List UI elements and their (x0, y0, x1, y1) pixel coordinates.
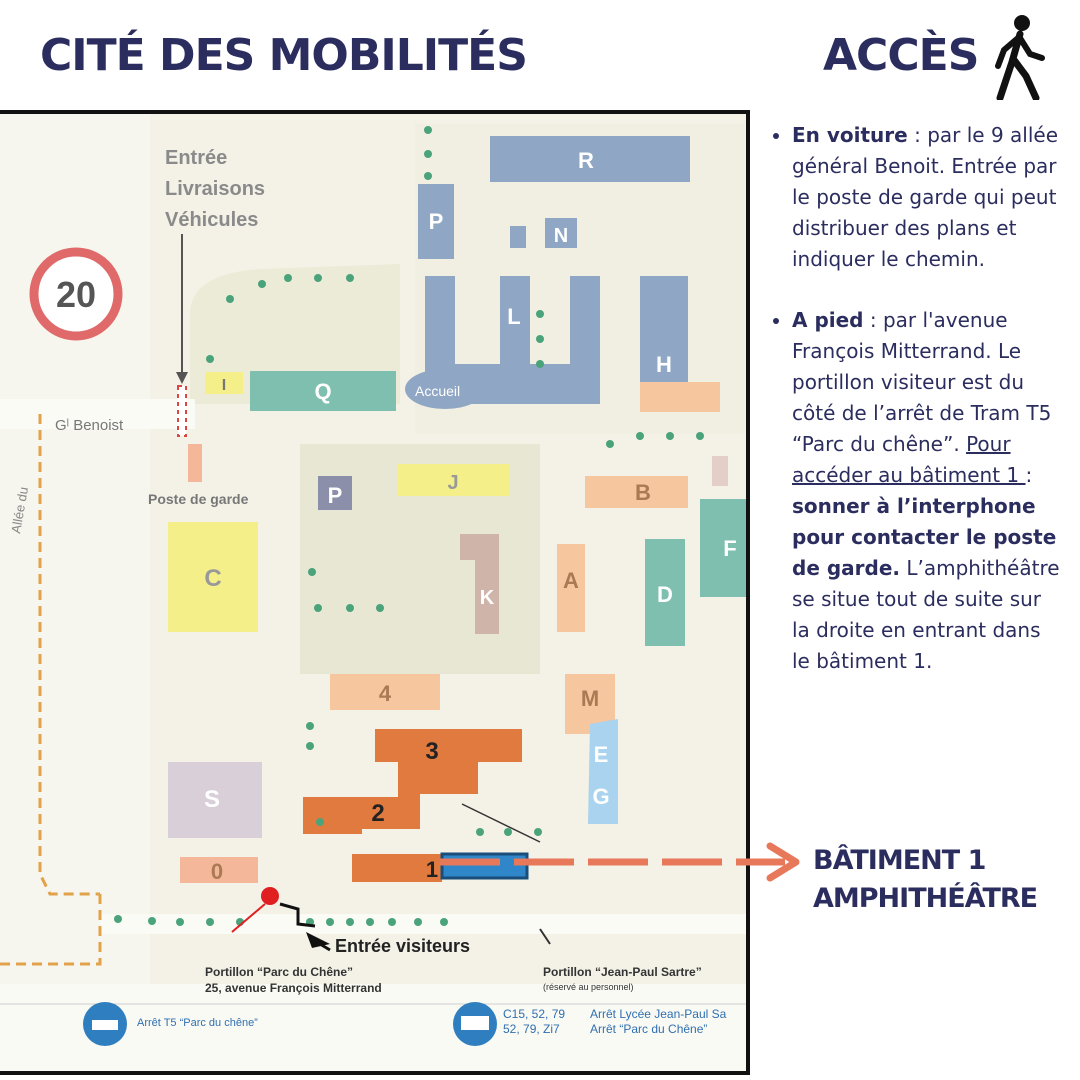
building-1-arrow-icon (440, 840, 820, 890)
svg-text:2: 2 (371, 800, 385, 827)
access-info (770, 120, 1060, 707)
speed-limit-sign (34, 252, 118, 336)
svg-text:3: 3 (425, 738, 439, 765)
building-1-callout: BÂTIMENT 1 AMPHITHÉÂTRE (813, 845, 1038, 914)
svg-text:R: R (578, 148, 594, 173)
svg-text:Portillon “Parc du Chêne”: Portillon “Parc du Chêne” (205, 965, 354, 979)
svg-text:Portillon “Jean-Paul Sartre”: Portillon “Jean-Paul Sartre” (543, 965, 702, 979)
street-label-benoist: Gˡ Benoist (55, 417, 124, 434)
pedestrian-icon (992, 14, 1048, 100)
svg-text:L: L (507, 304, 521, 329)
svg-text:25, avenue François Mitterrand: 25, avenue François Mitterrand (205, 981, 382, 995)
svg-text:B: B (635, 480, 651, 505)
svg-text:52, 79, Zi7: 52, 79, Zi7 (503, 1022, 560, 1036)
svg-text:Livraisons: Livraisons (165, 178, 266, 200)
poste-de-garde-label: Poste de garde (148, 491, 249, 507)
entree-visiteurs-label: Entrée visiteurs (335, 936, 471, 956)
svg-text:J: J (447, 472, 459, 494)
svg-text:M: M (580, 686, 600, 711)
svg-text:P: P (428, 209, 444, 234)
svg-text:(réservé au personnel): (réservé au personnel) (543, 982, 634, 992)
svg-text:C: C (204, 565, 222, 592)
visitor-gate-marker (261, 887, 279, 905)
access-by-car: • En voiture : par le 9 allée général Benoit. Entrée par le poste de garde qui peut distribuer des plans et indiquer le chemin. (792, 120, 1060, 275)
svg-text:F: F (723, 536, 737, 561)
svg-text:I: I (221, 377, 227, 394)
access-title: ACCÈS (823, 30, 979, 81)
svg-text:E: E (593, 742, 609, 767)
svg-text:C15, 52, 79: C15, 52, 79 (503, 1007, 566, 1021)
svg-text:0: 0 (210, 859, 224, 884)
campus-map (0, 110, 750, 1075)
svg-text:Arrêt Lycée Jean-Paul Sa: Arrêt Lycée Jean-Paul Sa (590, 1007, 727, 1021)
street-label-allee: Allée du (8, 485, 32, 535)
accueil-label: Accueil (415, 383, 461, 399)
svg-text:Q: Q (314, 379, 332, 404)
page-title: CITÉ DES MOBILITÉS (40, 30, 527, 81)
svg-text:K: K (479, 587, 495, 609)
svg-text:20: 20 (55, 274, 97, 315)
svg-text:4: 4 (378, 681, 392, 706)
tram-stop-label: Arrêt T5 “Parc du chêne” (137, 1017, 258, 1029)
svg-text:N: N (553, 225, 569, 247)
svg-text:A: A (563, 568, 579, 593)
access-on-foot: • A pied : par l'avenue François Mitterrand. Le portillon visiteur est du côté de l’arrêt de Tram T5 “Parc du chêne”. Pour accéder au bâtiment 1 : sonner à l’interphone pour contacter le poste de garde. L’amphithéâtre se situe tout de suite sur la droite en entrant dans le bâtiment 1. (792, 305, 1060, 677)
svg-text:Entrée: Entrée (165, 147, 228, 169)
svg-text:Véhicules: Véhicules (165, 209, 259, 231)
svg-text:D: D (657, 582, 673, 607)
svg-text:H: H (656, 352, 672, 377)
svg-text:Arrêt “Parc du Chêne”: Arrêt “Parc du Chêne” (590, 1022, 708, 1036)
svg-text:1: 1 (425, 857, 439, 882)
svg-text:G: G (592, 784, 610, 809)
svg-text:P: P (327, 483, 343, 508)
svg-text:S: S (203, 786, 221, 813)
